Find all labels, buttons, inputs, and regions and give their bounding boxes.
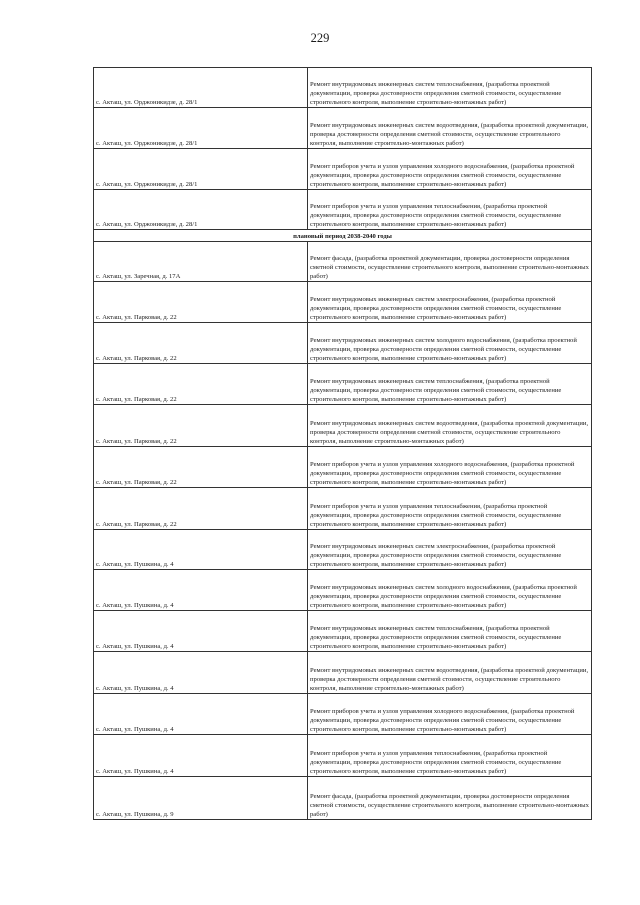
table-row <box>94 108 592 149</box>
table-row <box>94 447 592 488</box>
work-cell: Ремонт приборов учета и узлов управления теплоснабжения, (разработка проектной документации, проверка достоверности определения сметной стоимости, осуществление строительного контроля, выполнение строительно-монтажных работ) <box>308 190 592 230</box>
address-cell: с. Акташ, ул. Парковая, д. 22 <box>94 323 308 364</box>
work-cell: Ремонт внутридомовых инженерных систем теплоснабжения, (разработка проектной документации, проверка достоверности определения сметной стоимости, осуществление строительного контроля, выполнение строительно-монтажных работ) <box>308 68 592 108</box>
work-cell: Ремонт фасада, (разработка проектной документации, проверка достоверности определения сметной стоимости, осуществление строительного контроля, выполнение строительно-монтажных работ) <box>308 242 592 282</box>
table-row <box>94 611 592 652</box>
address-cell: с. Акташ, ул. Пушкина, д. 4 <box>94 530 308 570</box>
address-cell: с. Акташ, ул. Орджоникидзе, д. 28/1 <box>94 68 308 108</box>
work-cell: Ремонт внутридомовых инженерных систем водоотведения, (разработка проектной документации, проверка достоверности определения сметной стоимости, осуществление строительного контроля, выполнение строительно-монтажных работ) <box>308 108 592 149</box>
table-row <box>94 488 592 530</box>
work-cell: Ремонт приборов учета и узлов управления холодного водоснабжения, (разработка проектной документации, проверка достоверности определения сметной стоимости, осуществление строительного контроля, выполнение строительно-монтажных работ) <box>308 447 592 488</box>
table-row <box>94 652 592 694</box>
table-row <box>94 777 592 820</box>
address-cell: с. Акташ, ул. Пушкина, д. 4 <box>94 611 308 652</box>
period-row <box>94 230 592 242</box>
work-cell: Ремонт внутридомовых инженерных систем теплоснабжения, (разработка проектной документации, проверка достоверности определения сметной стоимости, осуществление строительного контроля, выполнение строительно-монтажных работ) <box>308 611 592 652</box>
address-cell: с. Акташ, ул. Парковая, д. 22 <box>94 488 308 530</box>
address-cell: с. Акташ, ул. Пушкина, д. 4 <box>94 694 308 735</box>
address-cell: с. Акташ, ул. Орджоникидзе, д. 28/1 <box>94 149 308 190</box>
address-cell: с. Акташ, ул. Парковая, д. 22 <box>94 447 308 488</box>
works-table <box>93 67 592 820</box>
work-cell: Ремонт внутридомовых инженерных систем электроснабжения, (разработка проектной документации, проверка достоверности определения сметной стоимости, осуществление строительного контроля, выполнение строительно-монтажных работ) <box>308 282 592 323</box>
work-cell: Ремонт внутридомовых инженерных систем водоотведения, (разработка проектной документации, проверка достоверности определения сметной стоимости, осуществление строительного контроля, выполнение строительно-монтажных работ) <box>308 405 592 447</box>
work-cell: Ремонт приборов учета и узлов управления холодного водоснабжения, (разработка проектной документации, проверка достоверности определения сметной стоимости, осуществление строительного контроля, выполнение строительно-монтажных работ) <box>308 149 592 190</box>
work-cell: Ремонт внутридомовых инженерных систем холодного водоснабжения, (разработка проектной документации, проверка достоверности определения сметной стоимости, осуществление строительного контроля, выполнение строительно-монтажных работ) <box>308 323 592 364</box>
address-cell: с. Акташ, ул. Пушкина, д. 4 <box>94 570 308 611</box>
work-cell: Ремонт внутридомовых инженерных систем электроснабжения, (разработка проектной документации, проверка достоверности определения сметной стоимости, осуществление строительного контроля, выполнение строительно-монтажных работ) <box>308 530 592 570</box>
table-row <box>94 570 592 611</box>
address-cell: с. Акташ, ул. Парковая, д. 22 <box>94 282 308 323</box>
work-cell: Ремонт внутридомовых инженерных систем теплоснабжения, (разработка проектной документации, проверка достоверности определения сметной стоимости, осуществление строительного контроля, выполнение строительно-монтажных работ) <box>308 364 592 405</box>
table-row <box>94 68 592 108</box>
table-row <box>94 149 592 190</box>
address-cell: с. Акташ, ул. Парковая, д. 22 <box>94 405 308 447</box>
address-cell: с. Акташ, ул. Заречная, д. 17А <box>94 242 308 282</box>
table-row <box>94 282 592 323</box>
table-row <box>94 190 592 230</box>
address-cell: с. Акташ, ул. Пушкина, д. 4 <box>94 652 308 694</box>
table-row <box>94 405 592 447</box>
address-cell: с. Акташ, ул. Пушкина, д. 9 <box>94 777 308 820</box>
table-row <box>94 694 592 735</box>
table-row <box>94 242 592 282</box>
work-cell: Ремонт приборов учета и узлов управления теплоснабжения, (разработка проектной документации, проверка достоверности определения сметной стоимости, осуществление строительного контроля, выполнение строительно-монтажных работ) <box>308 735 592 777</box>
address-cell: с. Акташ, ул. Пушкина, д. 4 <box>94 735 308 777</box>
page-number: 229 <box>310 31 330 45</box>
table-row <box>94 364 592 405</box>
table-row <box>94 735 592 777</box>
period-heading: плановый период 2038-2040 годы <box>94 230 592 242</box>
work-cell: Ремонт внутридомовых инженерных систем холодного водоснабжения, (разработка проектной документации, проверка достоверности определения сметной стоимости, осуществление строительного контроля, выполнение строительно-монтажных работ) <box>308 570 592 611</box>
address-cell: с. Акташ, ул. Парковая, д. 22 <box>94 364 308 405</box>
address-cell: с. Акташ, ул. Орджоникидзе, д. 28/1 <box>94 108 308 149</box>
table-row <box>94 530 592 570</box>
table-row <box>94 323 592 364</box>
address-cell: с. Акташ, ул. Орджоникидзе, д. 28/1 <box>94 190 308 230</box>
work-cell: Ремонт внутридомовых инженерных систем водоотведения, (разработка проектной документации, проверка достоверности определения сметной стоимости, осуществление строительного контроля, выполнение строительно-монтажных работ) <box>308 652 592 694</box>
work-cell: Ремонт фасада, (разработка проектной документации, проверка достоверности определения сметной стоимости, осуществление строительного контроля, выполнение строительно-монтажных работ) <box>308 777 592 820</box>
work-cell: Ремонт приборов учета и узлов управления холодного водоснабжения, (разработка проектной документации, проверка достоверности определения сметной стоимости, осуществление строительного контроля, выполнение строительно-монтажных работ) <box>308 694 592 735</box>
work-cell: Ремонт приборов учета и узлов управления теплоснабжения, (разработка проектной документации, проверка достоверности определения сметной стоимости, осуществление строительного контроля, выполнение строительно-монтажных работ) <box>308 488 592 530</box>
